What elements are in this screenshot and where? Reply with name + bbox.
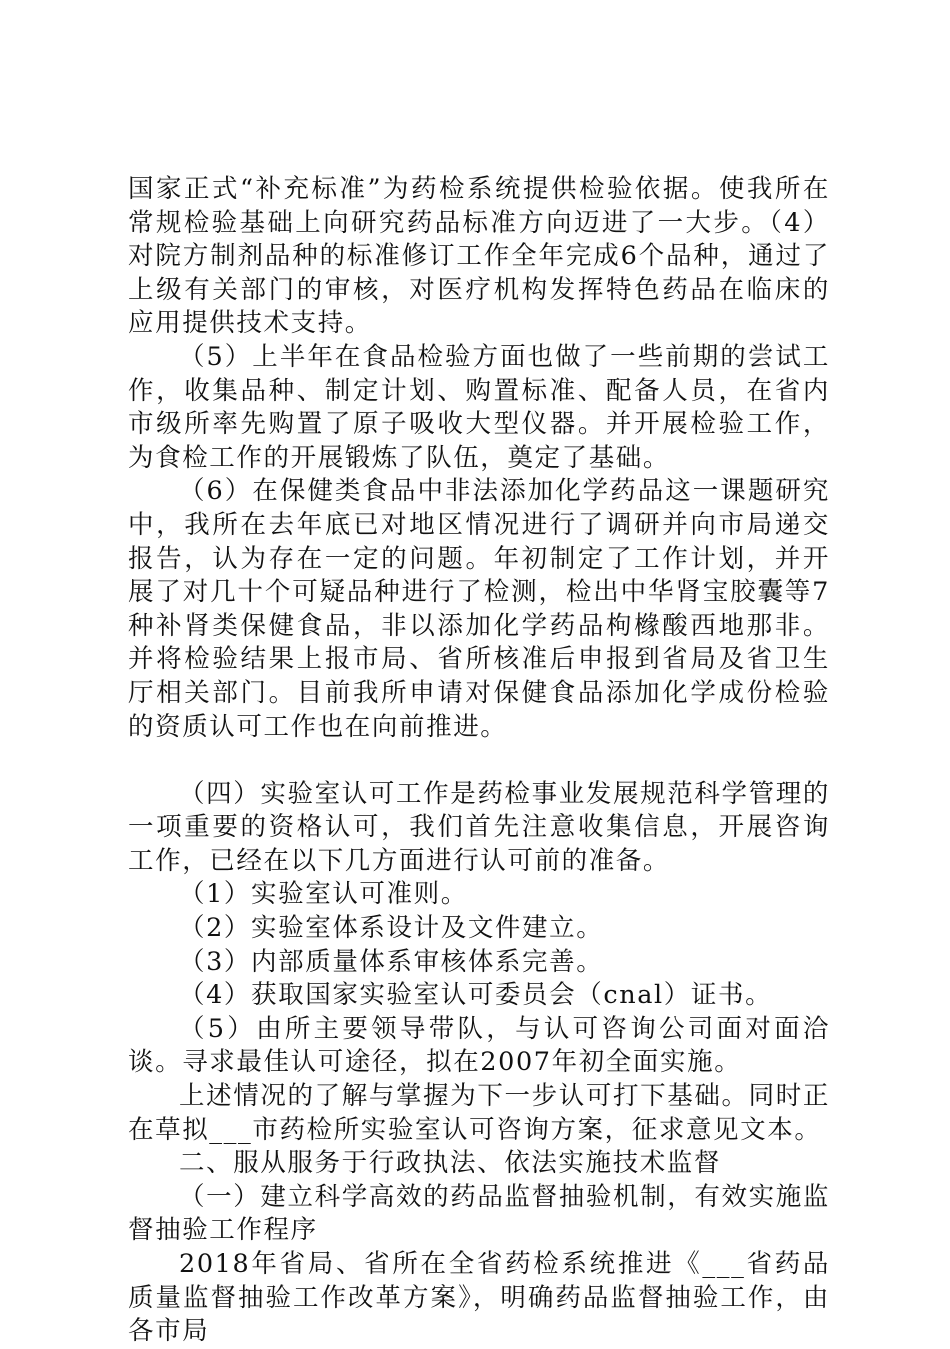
- subsection-heading: （一）建立科学高效的药品监督抽验机制，有效实施监督抽验工作程序: [128, 1181, 830, 1246]
- list-item-2: （2）实验室体系设计及文件建立。: [179, 913, 604, 944]
- list-item-1: （1）实验室认可准则。: [179, 879, 468, 910]
- list-item-3: （3）内部质量体系审核体系完善。: [179, 946, 604, 977]
- paragraph-5: 上述情况的了解与掌握为下一步认可打下基础。同时正在草拟___市药检所实验室认可咨询方案，征求意见文本。: [128, 1081, 830, 1145]
- blank-line: [128, 744, 830, 778]
- list-item-5: （5）由所主要领导带队，与认可咨询公司面对面洽谈。寻求最佳认可途径，拟在2007年初全面实施。: [128, 1013, 830, 1078]
- paragraph-1: 国家正式“补充标准”为药检系统提供检验依据。使我所在常规检验基础上向研究药品标准方向迈进了一大步。（4）对院方制剂品种的标准修订工作全年完成6个品种，通过了上级有关部门的审核，对医疗机构发挥特色药品在临床的应用提供技术支持。: [128, 174, 830, 339]
- list-item-4: （4）获取国家实验室认可委员会（cnal）证书。: [179, 980, 773, 1011]
- document-body: [128, 173, 830, 1349]
- paragraph-6: 2018年省局、省所在全省药检系统推进《___省药品质量监督抽验工作改革方案》，明确药品监督抽验工作，由各市局: [128, 1249, 830, 1347]
- paragraph-3: （6）在保健类食品中非法添加化学药品这一课题研究中，我所在去年底已对地区情况进行了调研并向市局递交报告，认为存在一定的问题。年初制定了工作计划，并开展了对几十个可疑品种进行了检测，检出中华肾宝胶囊等7种补肾类保健食品，非以添加化学药品枸橼酸西地那非。并将检验结果上报市局、省所核准后申报到省局及省卫生厅相关部门。目前我所申请对保健食品添加化学成份检验的资质认可工作也在向前推进。: [128, 476, 830, 742]
- paragraph-2: （5）上半年在食品检验方面也做了一些前期的尝试工作，收集品种、制定计划、购置标准、配备人员，在省内市级所率先购置了原子吸收大型仪器。并开展检验工作，为食检工作的开展锻炼了队伍，奠定了基础。: [128, 341, 830, 473]
- paragraph-4: （四）实验室认可工作是药检事业发展规范科学管理的一项重要的资格认可，我们首先注意收集信息，开展咨询工作，已经在以下几方面进行认可前的准备。: [128, 778, 830, 876]
- section-heading: 二、服从服务于行政执法、依法实施技术监督: [179, 1148, 722, 1179]
